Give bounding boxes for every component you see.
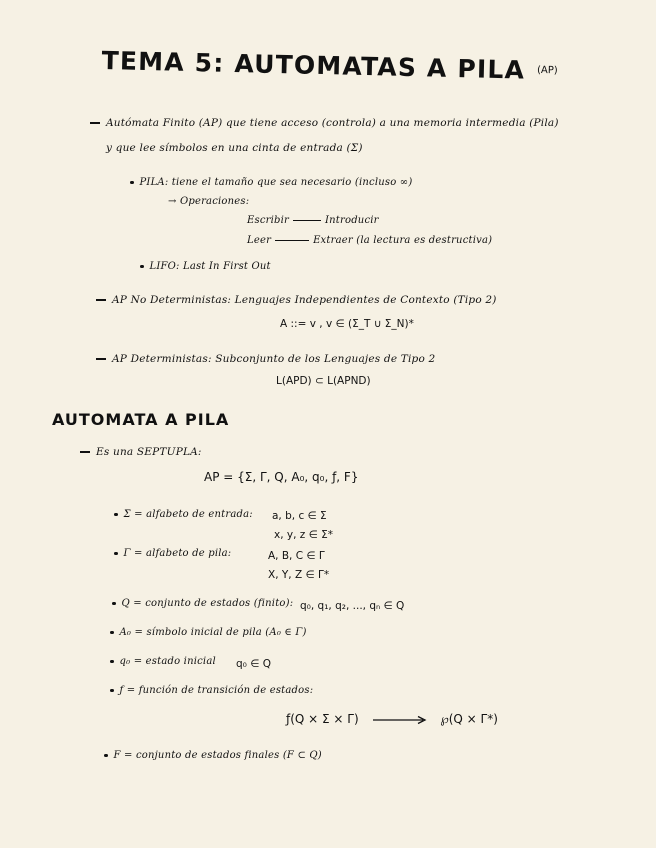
bullet-dot [130, 181, 134, 185]
ap-no-det-formula: A ::= v , v ∈ (Σ_T ∪ Σ_N)* [280, 318, 414, 330]
connector-line [275, 240, 309, 241]
dash-marker [96, 299, 106, 301]
pila-line: PILA: tiene el tamaño que sea necesario (incluso ∞) [130, 177, 412, 188]
gamma-example-2: X, Y, Z ∈ Γ* [268, 569, 330, 581]
bullet-dot [140, 265, 144, 269]
intro-line-2: y que lee símbolos en una cinta de entrada (Σ) [106, 142, 363, 154]
septupla-formula: AP = {Σ, Γ, Q, A₀, q₀, ƒ, F} [204, 470, 359, 484]
title-abbr: (AP) [536, 64, 558, 77]
q-example: q₀, q₁, q₂, ..., qₙ ∈ Q [300, 600, 405, 612]
def-q0: q₀ = estado inicial [110, 656, 216, 667]
gamma-example-1: A, B, C ∈ Γ [268, 550, 325, 562]
right-arrow-icon [371, 715, 429, 725]
sigma-example-1: a, b, c ∈ Σ [272, 510, 327, 522]
operation-leer: Leer Extraer (la lectura es destructiva) [247, 235, 493, 246]
ap-det-formula: L(APD) ⊂ L(APND) [276, 375, 371, 387]
title-main: TEMA 5: AUTOMATAS A PILA [101, 46, 526, 85]
section-title: AUTOMATA A PILA [52, 410, 230, 429]
bullet-dot [114, 513, 118, 517]
bullet-dot [110, 660, 114, 664]
transition-codomain: ℘(Q × Γ*) [440, 712, 498, 726]
def-final-states: F = conjunto de estados finales (F ⊂ Q) [104, 750, 322, 761]
dash-marker [96, 358, 106, 360]
septupla-line: Es una SEPTUPLA: [80, 446, 202, 458]
lifo-line: LIFO: Last In First Out [140, 261, 271, 272]
q0-example: q₀ ∈ Q [236, 658, 271, 670]
bullet-dot [104, 754, 108, 758]
sigma-example-2: x, y, z ∈ Σ* [274, 529, 333, 541]
def-a0: A₀ = símbolo inicial de pila (A₀ ∈ Γ) [110, 627, 307, 638]
operaciones-label: → Operaciones: [168, 196, 250, 207]
def-gamma: Γ = alfabeto de pila: [114, 548, 231, 559]
page-title [101, 46, 558, 85]
def-transition: ƒ = función de transición de estados: [110, 685, 313, 696]
bullet-dot [110, 689, 114, 693]
bullet-dot [112, 602, 116, 606]
bullet-dot [114, 552, 118, 556]
intro-line-1: Autómata Finito (AP) que tiene acceso (controla) a una memoria intermedia (Pila) [90, 117, 559, 129]
ap-no-deterministas-line: AP No Deterministas: Lenguajes Independientes de Contexto (Tipo 2) [96, 294, 497, 306]
operation-escribir: Escribir Introducir [247, 215, 379, 226]
ap-deterministas-line: AP Deterministas: Subconjunto de los Lenguajes de Tipo 2 [96, 353, 435, 365]
transition-formula [286, 712, 498, 726]
def-sigma: Σ = alfabeto de entrada: [114, 509, 253, 520]
def-q: Q = conjunto de estados (finito): [112, 598, 293, 609]
dash-marker [90, 122, 100, 124]
bullet-dot [110, 631, 114, 635]
transition-domain: ƒ(Q × Σ × Γ) [286, 712, 359, 726]
connector-line [293, 220, 321, 221]
dash-marker [80, 451, 90, 453]
